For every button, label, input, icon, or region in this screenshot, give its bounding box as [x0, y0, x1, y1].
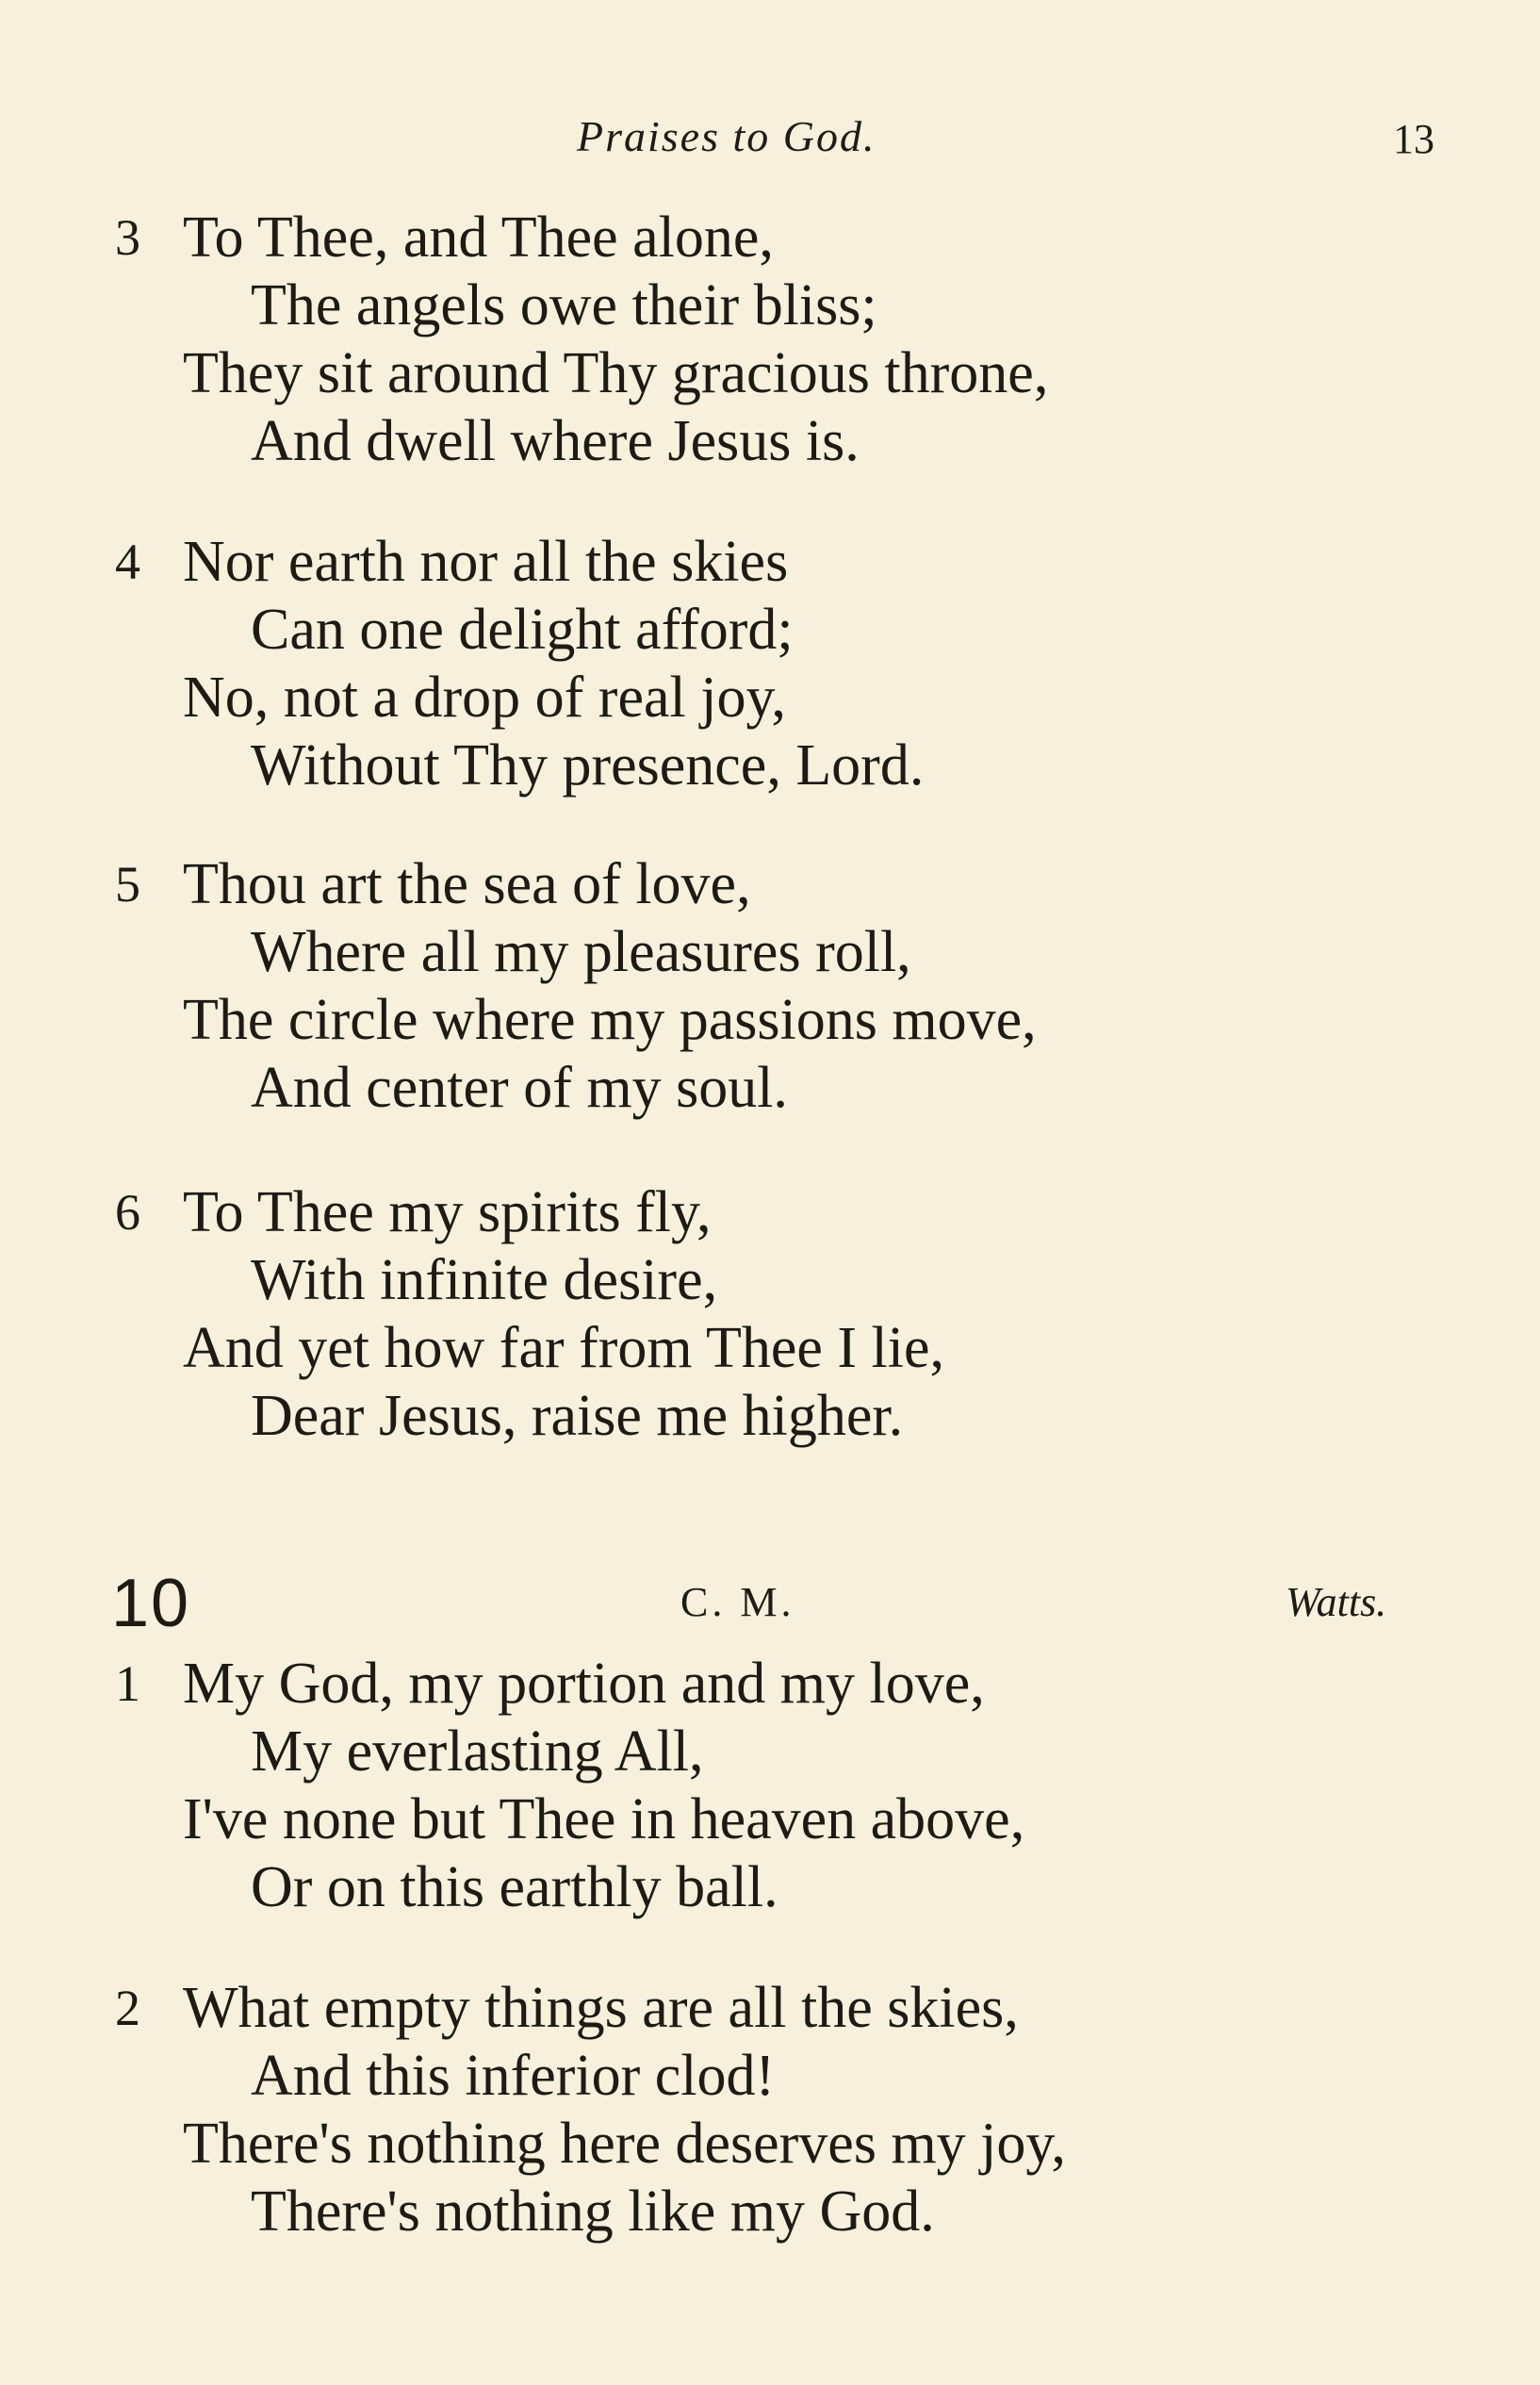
verse-number: 5	[115, 856, 140, 913]
verse-line: There's nothing here deserves my joy,	[183, 2112, 1066, 2176]
hymn-header	[0, 1565, 1540, 1640]
verse-line: The angels owe their bliss;	[251, 273, 877, 337]
verse-line: With infinite desire,	[251, 1248, 718, 1312]
verse-line: To Thee my spirits fly,	[183, 1180, 712, 1244]
verse-number: 6	[115, 1184, 140, 1241]
hymn-number: 10	[111, 1566, 191, 1641]
verse-number: 1	[115, 1655, 140, 1712]
verse-line: To Thee, and Thee alone,	[183, 206, 774, 270]
verse-line: Can one delight afford;	[251, 598, 794, 662]
verse-line: The circle where my passions move,	[183, 988, 1037, 1052]
verse-line: No, not a drop of real joy,	[183, 666, 786, 730]
running-head	[0, 111, 1540, 177]
verse-line: Without Thy presence, Lord.	[251, 733, 925, 798]
verse-number: 3	[115, 209, 140, 266]
verse-line: They sit around Thy gracious throne,	[183, 341, 1049, 405]
verse-line: My God, my portion and my love,	[183, 1652, 985, 1716]
verse-number: 2	[115, 1980, 140, 2036]
verse-line: What empty things are all the skies,	[183, 1976, 1019, 2040]
verse-line: There's nothing like my God.	[251, 2179, 935, 2244]
verse-line: Or on this earthly ball.	[251, 1855, 778, 1919]
verse-line: I've none but Thee in heaven above,	[183, 1787, 1025, 1851]
verse-line: Thou art the sea of love,	[183, 852, 751, 916]
verse-line: My everlasting All,	[251, 1719, 704, 1784]
verse-line: And dwell where Jesus is.	[251, 409, 860, 473]
verse-line: And this inferior clod!	[251, 2044, 776, 2108]
page-number: 13	[1393, 116, 1434, 162]
verse-line: And yet how far from Thee I lie,	[183, 1316, 945, 1380]
verse-line: Nor earth nor all the skies	[183, 530, 789, 594]
hymn-meter: C. M.	[680, 1579, 795, 1625]
verse-number: 4	[115, 534, 140, 590]
verse-line: And center of my soul.	[251, 1056, 788, 1120]
running-title: Praises to God.	[577, 112, 876, 160]
hymn-author: Watts.	[1286, 1579, 1387, 1625]
verse-line: Where all my pleasures roll,	[251, 920, 911, 984]
verse-line: Dear Jesus, raise me higher.	[251, 1384, 904, 1448]
